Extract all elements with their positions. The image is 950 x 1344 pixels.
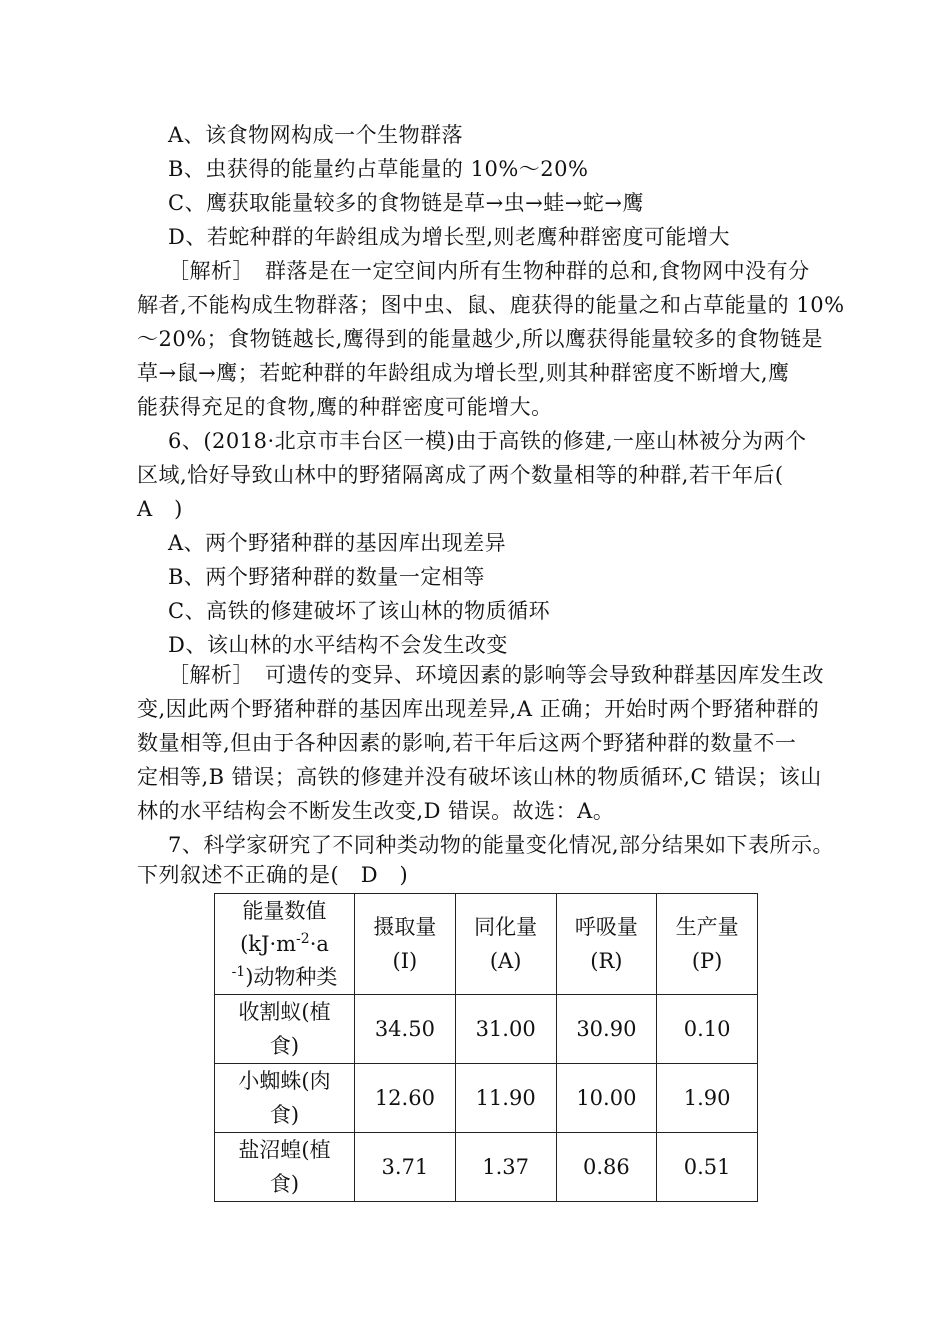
q6-analysis-line: 数量相等,但由于各种因素的影响,若干年后这两个野猪种群的数量不一 xyxy=(137,731,797,755)
q6-stem-line: 区域,恰好导致山林中的野猪隔离成了两个数量相等的种群,若干年后( xyxy=(137,463,784,487)
value-cell: 31.00 xyxy=(455,995,556,1064)
q5-option-d: D、若蛇种群的年龄组成为增长型,则老鹰种群密度可能增大 xyxy=(168,225,731,249)
animal-name-cell: 小蜘蛛(肉 食) xyxy=(215,1064,355,1133)
corner-line: 能量数值 xyxy=(242,898,327,923)
q5-analysis-line: ～20%；食物链越长,鹰得到的能量越少,所以鹰获得能量较多的食物链是 xyxy=(137,327,824,351)
value-cell: 11.90 xyxy=(455,1064,556,1133)
table-row xyxy=(215,995,758,1064)
q6-analysis-line: 定相等,B 错误；高铁的修建并没有破坏该山林的物质循环,C 错误；该山 xyxy=(137,765,822,789)
value-cell: 30.90 xyxy=(556,995,657,1064)
table-header-row xyxy=(215,894,758,995)
value-cell: 1.90 xyxy=(657,1064,758,1133)
value-cell: 12.60 xyxy=(355,1064,456,1133)
q6-analysis-line: 变,因此两个野猪种群的基因库出现差异,A 正确；开始时两个野猪种群的 xyxy=(137,697,820,721)
value-cell: 1.37 xyxy=(455,1133,556,1202)
value-cell: 34.50 xyxy=(355,995,456,1064)
q7-stem-line: 下列叙述不正确的是( D ) xyxy=(137,863,409,887)
q5-analysis-line: 能获得充足的食物,鹰的种群密度可能增大。 xyxy=(137,395,553,419)
value-cell: 0.86 xyxy=(556,1133,657,1202)
q5-analysis-line: ［解析］ 群落是在一定空间内所有生物种群的总和,食物网中没有分 xyxy=(168,259,810,283)
q6-analysis-line: 林的水平结构会不断发生改变,D 错误。故选：A。 xyxy=(137,799,615,823)
q6-option-c: C、高铁的修建破坏了该山林的物质循环 xyxy=(168,599,551,623)
q6-option-b: B、两个野猪种群的数量一定相等 xyxy=(168,565,485,589)
q6-option-d: D、该山林的水平结构不会发生改变 xyxy=(168,633,508,657)
table-row xyxy=(215,1133,758,1202)
value-cell: 0.10 xyxy=(657,995,758,1064)
value-cell: 3.71 xyxy=(355,1133,456,1202)
value-cell: 0.51 xyxy=(657,1133,758,1202)
q7-stem-line: 7、科学家研究了不同种类动物的能量变化情况,部分结果如下表所示。 xyxy=(168,833,835,857)
column-header: 呼吸量 (R) xyxy=(556,894,657,995)
q5-option-b: B、虫获得的能量约占草能量的 10%～20% xyxy=(168,157,589,181)
q5-analysis-line: 草→鼠→鹰；若蛇种群的年龄组成为增长型,则其种群密度不断增大,鹰 xyxy=(137,361,790,385)
animal-name-cell: 收割蚁(植 食) xyxy=(215,995,355,1064)
energy-table xyxy=(214,893,758,1202)
column-header: 同化量 (A) xyxy=(455,894,556,995)
column-header: 生产量 (P) xyxy=(657,894,758,995)
value-cell: 10.00 xyxy=(556,1064,657,1133)
q6-analysis-line: ［解析］ 可遗传的变异、环境因素的影响等会导致种群基因库发生改 xyxy=(168,663,824,687)
q6-option-a: A、两个野猪种群的基因库出现差异 xyxy=(168,531,507,555)
table-row xyxy=(215,1064,758,1133)
q6-stem-line: 6、(2018·北京市丰台区一模)由于高铁的修建,一座山林被分为两个 xyxy=(168,429,807,453)
q6-answer: A ) xyxy=(137,497,183,521)
q5-option-c: C、鹰获取能量较多的食物链是草→虫→蛙→蛇→鹰 xyxy=(168,191,644,215)
table-corner-header xyxy=(215,894,355,995)
corner-line: $^{-1}$)动物种类 xyxy=(231,963,338,989)
q5-option-a: A、该食物网构成一个生物群落 xyxy=(168,123,464,147)
q5-analysis-line: 解者,不能构成生物群落；图中虫、鼠、鹿获得的能量之和占草能量的 10% xyxy=(137,293,845,317)
animal-name-cell: 盐沼蝗(植 食) xyxy=(215,1133,355,1202)
corner-unit: ($kJ\cdot m^{-2}\cdot a$ xyxy=(240,930,329,956)
column-header: 摄取量 (I) xyxy=(355,894,456,995)
